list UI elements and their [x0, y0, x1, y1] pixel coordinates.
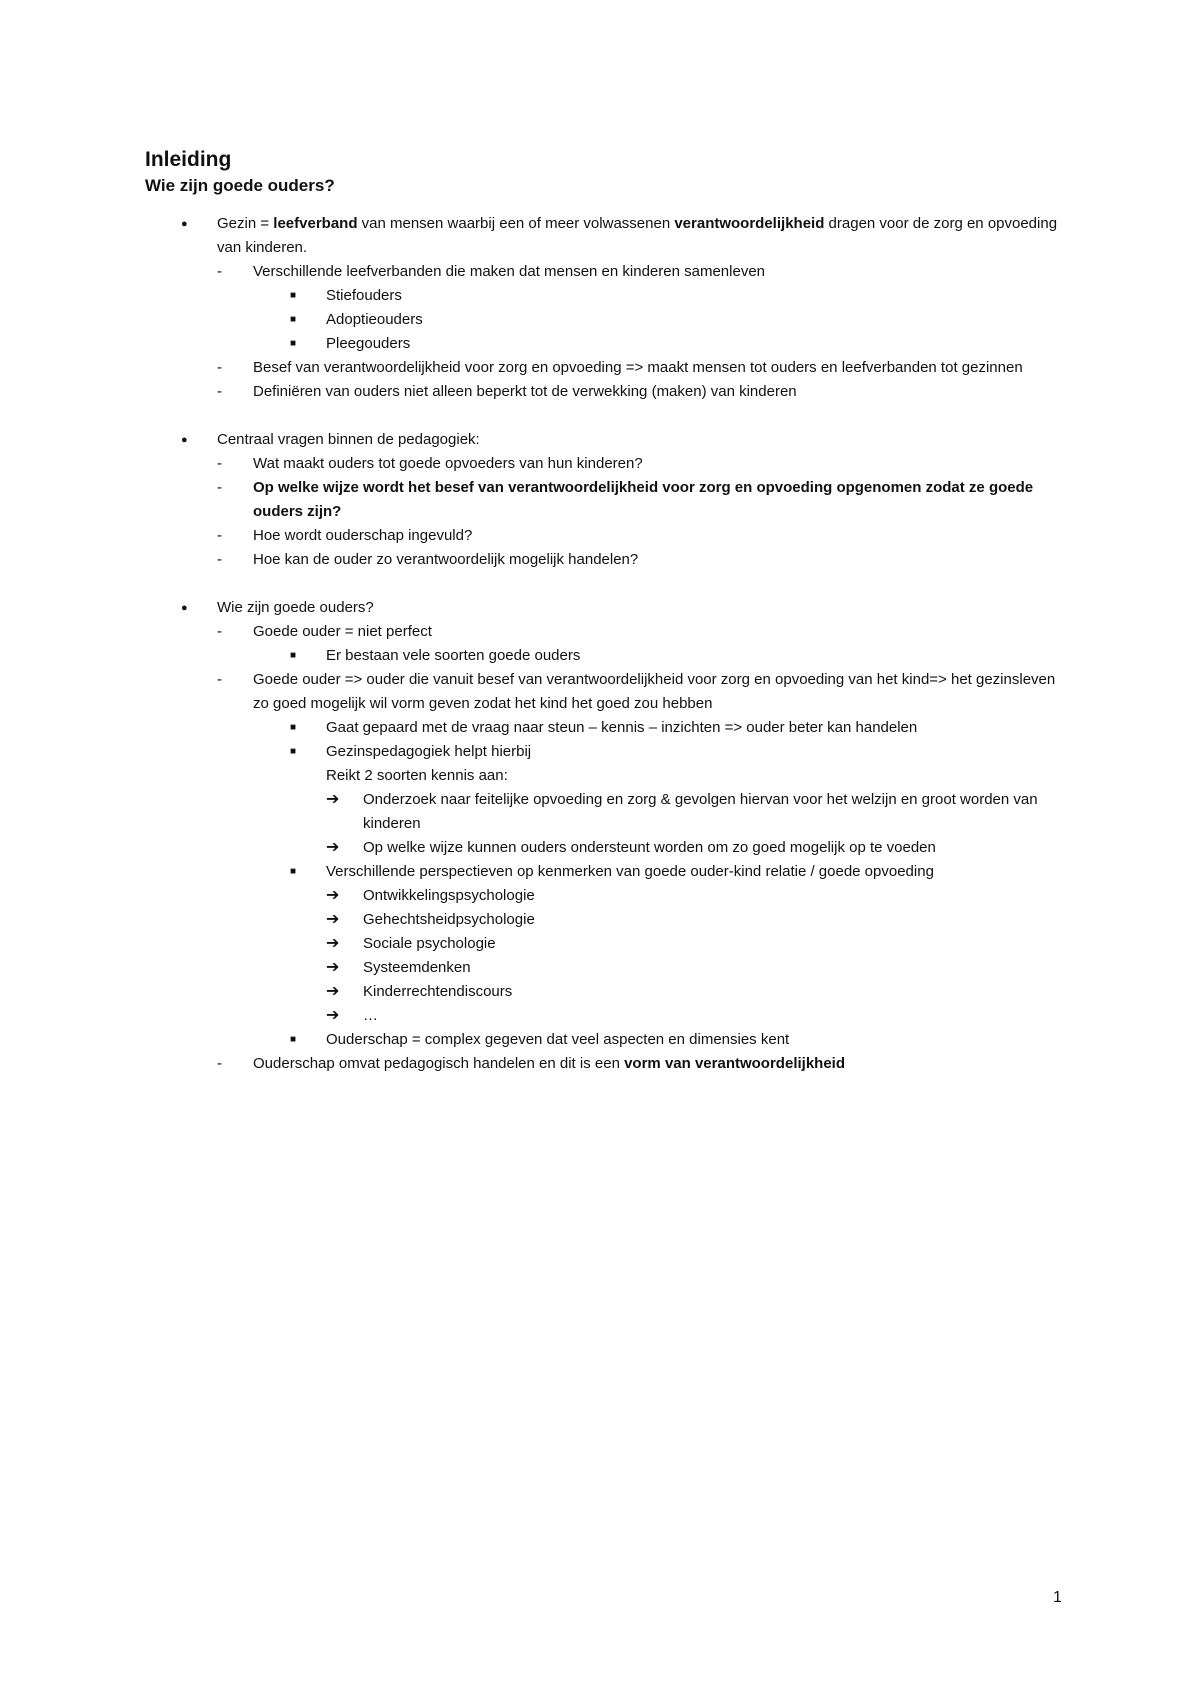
bold-term-vorm-van-verantwoordelijkheid: vorm van verantwoordelijkheid	[624, 1055, 845, 1072]
item-text: Goede ouder = niet perfect	[253, 623, 432, 640]
arrow-item	[145, 1004, 1075, 1028]
bullet-marker: ●	[181, 602, 188, 614]
dash-marker: -	[217, 551, 222, 568]
dash-item	[145, 668, 1075, 716]
item-text: Hoe wordt ouderschap ingevuld?	[253, 527, 473, 544]
document-title: Inleiding	[145, 148, 232, 171]
dash-marker: -	[217, 383, 222, 400]
text-segment: Ouderschap omvat pedagogisch handelen en dit is een	[253, 1055, 625, 1072]
square-marker: ■	[290, 722, 297, 733]
arrow-item	[145, 884, 1075, 908]
arrow-icon: ➔	[326, 791, 340, 808]
arrow-icon: ➔	[326, 983, 340, 1000]
dash-item	[145, 452, 1075, 476]
item-text: Ontwikkelingspsychologie	[363, 887, 535, 904]
dash-item	[145, 476, 1075, 524]
arrow-item	[145, 980, 1075, 1004]
arrow-icon: ➔	[326, 911, 340, 928]
square-marker: ■	[290, 1034, 297, 1045]
item-text: Er bestaan vele soorten goede ouders	[326, 647, 581, 664]
arrow-item	[145, 932, 1075, 956]
arrow-item	[145, 908, 1075, 932]
dash-marker: -	[217, 1055, 222, 1072]
dash-marker: -	[217, 455, 222, 472]
item-text: Wie zijn goede ouders?	[217, 599, 374, 616]
square-item	[145, 284, 1075, 308]
arrow-icon: ➔	[326, 887, 340, 904]
square-item	[145, 308, 1075, 332]
bold-question: Op welke wijze wordt het besef van verantwoordelijkheid voor zorg en opvoeding opgenomen zodat ze goede ouders zijn?	[253, 479, 1034, 520]
dash-marker: -	[217, 479, 222, 496]
item-text: Onderzoek naar feitelijke opvoeding en zorg & gevolgen hiervan voor het welzijn en groot worden van kinderen	[363, 791, 1038, 832]
item-text: Systeemdenken	[363, 959, 471, 976]
text-segment: Gezin =	[217, 215, 274, 232]
square-marker: ■	[290, 290, 297, 301]
dash-item	[145, 548, 1075, 572]
item-text: Besef van verantwoordelijkheid voor zorg en opvoeding => maakt mensen tot ouders en leefverbanden tot gezinnen	[253, 359, 1023, 376]
item-text: Sociale psychologie	[363, 935, 496, 952]
item-text: …	[363, 1007, 378, 1024]
item-text: Wat maakt ouders tot goede opvoeders van hun kinderen?	[253, 455, 643, 472]
item-text: Ouderschap = complex gegeven dat veel aspecten en dimensies kent	[326, 1031, 790, 1048]
item-text: Hoe kan de ouder zo verantwoordelijk mogelijk handelen?	[253, 551, 639, 568]
item-text: Gehechtsheidpsychologie	[363, 911, 535, 928]
dash-item	[145, 524, 1075, 548]
square-item	[145, 332, 1075, 356]
text-segment: van mensen waarbij een of meer volwassenen	[357, 215, 675, 232]
bullet-marker: ●	[181, 218, 188, 230]
arrow-icon: ➔	[326, 935, 340, 952]
dash-marker: -	[217, 263, 222, 280]
item-text: Adoptieouders	[326, 311, 423, 328]
dash-item	[145, 260, 1075, 284]
item-text: Definiëren van ouders niet alleen beperkt tot de verwekking (maken) van kinderen	[253, 383, 797, 400]
square-item	[145, 716, 1075, 740]
item-text: Gezinspedagogiek helpt hierbij	[326, 743, 532, 760]
arrow-icon: ➔	[326, 1007, 340, 1024]
square-item	[145, 1028, 1075, 1052]
square-item	[145, 860, 1075, 884]
bullet-item-goede-ouders	[145, 596, 1075, 620]
item-text: Centraal vragen binnen de pedagogiek:	[217, 431, 480, 448]
arrow-icon: ➔	[326, 959, 340, 976]
dash-item	[145, 356, 1075, 380]
square-marker: ■	[290, 338, 297, 349]
bullet-marker: ●	[181, 434, 188, 446]
square-marker: ■	[290, 650, 297, 661]
square-marker: ■	[290, 746, 297, 757]
text-segment: dragen voor de zorg en opvoeding van kinderen.	[217, 215, 1058, 256]
square-marker: ■	[290, 866, 297, 877]
square-marker: ■	[290, 314, 297, 325]
bold-term-leefverband: leefverband	[273, 215, 358, 232]
dash-item	[145, 1052, 1075, 1076]
bold-term-verantwoordelijkheid: verantwoordelijkheid	[674, 215, 825, 232]
document-subtitle: Wie zijn goede ouders?	[145, 176, 335, 195]
square-item	[145, 644, 1075, 668]
arrow-item	[145, 956, 1075, 980]
arrow-icon: ➔	[326, 839, 340, 856]
square-item-continuation	[145, 764, 1075, 788]
item-text: Verschillende perspectieven op kenmerken van goede ouder-kind relatie / goede opvoeding	[326, 863, 934, 880]
item-text: Reikt 2 soorten kennis aan:	[326, 767, 508, 784]
dash-marker: -	[217, 359, 222, 376]
item-text: Stiefouders	[326, 287, 402, 304]
item-text: Kinderrechtendiscours	[363, 983, 513, 1000]
square-item	[145, 740, 1075, 764]
item-text: Gaat gepaard met de vraag naar steun – kennis – inzichten => ouder beter kan handelen	[326, 719, 918, 736]
item-text: Goede ouder => ouder die vanuit besef van verantwoordelijkheid voor zorg en opvoeding van het kind=> het gezinsleven zo goed mogelijk wil vorm geven zodat het kind het goed zou hebben	[253, 671, 1056, 712]
spacer	[145, 404, 1075, 428]
dash-marker: -	[217, 527, 222, 544]
document-content	[145, 146, 1075, 1076]
bullet-item-centraal	[145, 428, 1075, 452]
arrow-item	[145, 788, 1075, 836]
bullet-item-gezin	[145, 212, 1075, 260]
dash-marker: -	[217, 671, 222, 688]
dash-marker: -	[217, 623, 222, 640]
item-text: Op welke wijze kunnen ouders ondersteunt worden om zo goed mogelijk op te voeden	[363, 839, 936, 856]
spacer	[145, 572, 1075, 596]
dash-item	[145, 380, 1075, 404]
item-text: Pleegouders	[326, 335, 411, 352]
page-number: 1	[1053, 1589, 1062, 1606]
dash-item	[145, 620, 1075, 644]
arrow-item	[145, 836, 1075, 860]
item-text: Verschillende leefverbanden die maken dat mensen en kinderen samenleven	[253, 263, 765, 280]
